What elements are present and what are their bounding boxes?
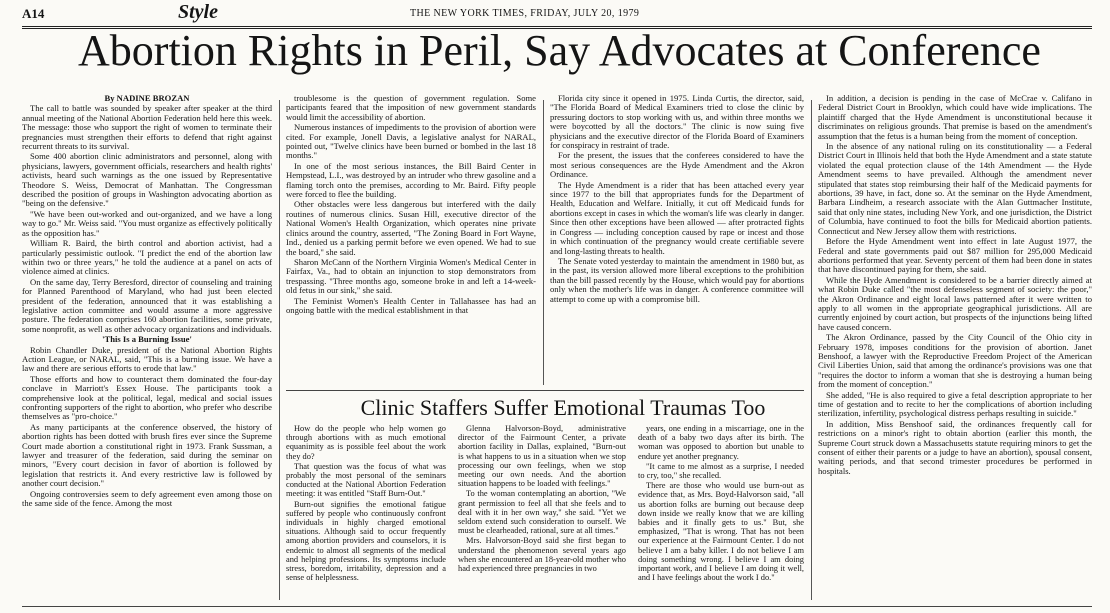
paragraph: In addition, a decision is pending in the case of McCrae v. Califano in Federal District Court in Brooklyn, which could have wide implications. The plaintiff charged that the Hyde Amendment is unconstitutional because it discriminates on religious grounds. That premise is based on the amendment's assumption that the fetus is a human being from the moment of conception. [818, 94, 1092, 141]
paragraph: The Hyde Amendment is a rider that has been attached every year since 1977 to the bill that appropriates funds for the Department of Health, Education and Welfare. Initially, it cut off Medicaid funds for abortions except in cases in which the woman's life was clearly in danger. Since then other exceptions have been allowed — after protracted fights in Congress — including conception caused by rape or incest and those in which continuation of the pregnancy would create certifiable severe and long-lasting threats to health. [550, 179, 804, 256]
column-divider [543, 100, 544, 385]
sidebar-headline: Clinic Staffers Suffer Emotional Traumas Too [360, 395, 766, 420]
page-number: A14 [22, 6, 45, 21]
paragraph: How do the people who help women go through abortions with as much emotional equanimity as is possible feel about the work they do? [286, 424, 446, 461]
page-header [0, 1, 1110, 26]
paragraph: Burn-out signifies the emotional fatigue suffered by people who continuously confront individuals in highly charged emotional situations. Although said to occur frequently among abortion providers and counselors, it is endemic to almost all segments of the medical and helping professions. Its symptoms include stress, boredom, irritability, depression and a sense of helplessness. [286, 499, 446, 583]
paragraph: To the woman contemplating an abortion, "We grant permission to feel all that she feels and to deal with it in her own way," she said. "Yet we seldom extend such consideration to ourself. We must be clearheaded, rational, sure at all times." [458, 489, 626, 536]
article-column-1 [22, 94, 272, 603]
sidebar-top-rule [286, 390, 804, 391]
paragraph: Mrs. Halvorson-Boyd said she first began to understand the phenomenon several years ago when she encountered an 18-year-old mother who had experienced three pregnancies in two [458, 536, 626, 574]
paragraph: Ongoing controversies seem to defy agreement even among those on the same side of the fence. Among the most [22, 488, 272, 509]
paragraph: The call to battle was sounded by speaker after speaker at the third annual meeting of the National Abortion Federation held here this week. The message: those who support the right of women to terminate their pregnancies must strengthen their efforts to defend that right against recurrent threats to its survival. [22, 103, 272, 152]
paragraph: That question was the focus of what was probably the most personal of the seminars conducted at the National Abortion Federation meeting: it was entitled "Staff Burn-Out." [286, 461, 446, 499]
paragraph: Sharon McCann of the Northern Virginia Women's Medical Center in Fairfax, Va., had to obtain an injunction to stop demonstrators from trespassing. "Three months ago, someone broke in and left a 14-week-old fetus in our sink," she said. [286, 256, 536, 296]
sidebar-column-1 [286, 424, 446, 603]
subhead: 'This Is a Burning Issue' [102, 334, 192, 345]
article-column-4 [818, 94, 1092, 603]
paragraph: Before the Hyde Amendment went into effect in late August 1977, the Federal and state governments paid out $87 million for 295,000 Medicaid abortions performed that year. Seventy percent of them had been done in states that have discontinued paying for them, she said. [818, 236, 1092, 275]
bottom-rule [22, 606, 1092, 607]
paragraph: As many participants at the conference observed, the history of abortion rights has been dotted with brush fires ever since the Supreme Court made abortion a constitutional right in 1973. Frank Sussman, a lawyer and treasurer of the federation, said during the seminar on minors, "Every court decision in favor of abortion is followed by legislation that restricts it. And every restrictive law is followed by another court decision." [22, 421, 272, 489]
byline: By NADINE BROZAN [104, 94, 190, 103]
paragraph: The Akron Ordinance, passed by the City Council of the Ohio city in February 1978, imposes conditions for the provision of abortion. Janet Benshoof, a lawyer with the Reproductive Freedom Project of the American Civil Liberties Union, said that among the ordinance's provisions was one that "requires the doctor to inform a woman that she is destroying a human being from the moment of conception." [818, 332, 1092, 390]
column-divider [811, 100, 812, 600]
paragraph: Those efforts and how to counteract them dominated the four-day conclave in Marriott's Essex House. The participants took a comprehensive look at the political, legal, medical and social issues confronting supporters of the right to abortion, who prefer who describe themselves as "pro-choice." [22, 373, 272, 422]
publication-line: THE NEW YORK TIMES, FRIDAY, JULY 20, 1979 [410, 8, 640, 19]
paragraph: Florida city since it opened in 1975. Linda Curtis, the director, said, "The Florida Board of Medical Examiners tried to close the clinic by pressuring doctors to stop working with us, and within three months we were boycotted by all the doctors." The clinic is now suing five physicians and the executive director of the Florida Board of Examiners for conspiracy in restraint of trade. [550, 94, 804, 151]
paragraph: William R. Baird, the birth control and abortion activist, had a particularly pessimistic outlook. "I predict the end of the abortion law within two or three years," he told the audience at a panel on acts of violence aimed at clinics. [22, 238, 272, 277]
paragraph: Robin Chandler Duke, president of the National Abortion Rights Action League, or NARAL, said, "This is a burning issue. We have a law and there are serious efforts to erode that law." [22, 344, 272, 374]
paragraph: In addition, Miss Benshoof said, the ordinances frequently call for restrictions on a minor's right to obtain abortion (earlier this month, the Supreme Court struck down a Massachusetts statute requiring minors to get the consent of either their parents or a judge to have an abortion), spousal consent, waiting periods, and that second trimester procedures be performed in hospitals. [818, 418, 1092, 476]
paragraph: Some 400 abortion clinic administrators and personnel, along with physicians, lawyers, government officials, researchers and health rights' activists, heard such warnings as the one issued by Representative Theodore S. Weiss, Democrat of Manhattan. The Congressman described the position of groups in Washington advocating abortion as "being on the defensive." [22, 151, 272, 209]
paragraph: On the same day, Terry Beresford, director of counseling and training for Planned Parenthood of Maryland, who had just been elected president of the federation, announced that it was establishing a legislative action committee and would assume a more aggressive posture. The federation comprises 160 abortion facilities, some private, some nonprofit, as well as other advocacy organizations and individuals. [22, 276, 272, 334]
main-headline: Abortion Rights in Peril, Say Advocates at Conference [78, 26, 1041, 75]
column-divider [279, 100, 280, 600]
paragraph: While the Hyde Amendment is considered to be a barrier directly aimed at what Robin Duke called "the most defenseless segment of society: the poor," the Akron Ordinance and eight local laws patterned after it were written to apply to all women in the appropriate geographical jurisdictions. All are currently enjoined by court action, but prospects of the injunctions being lifted have caused concern. [818, 274, 1092, 332]
paragraph: The Feminist Women's Health Center in Tallahassee has had an ongoing battle with the medical establishment in that [286, 295, 536, 315]
paragraph: In the absence of any national ruling on its constitutionality — a Federal District Court in Illinois held that both the Hyde Amendment and a state statute violated the equal protection clause of the 14th Amendment — the Hyde Amendment seems to have prevailed. Although the amendment never stipulated that states stop reimbursing their half of the Medicaid payments for abortions, 39 have, in fact, done so. At the seminar on the Hyde Amendment, Barbara Lindheim, a research associate with the Alan Guttmacher Institute, said that only nine states, including New York, and one jurisdiction, the District of Columbia, have continued to foot the bills for Medicaid abortion patients. Connecticut and New Jersey allow them with restrictions. [818, 141, 1092, 236]
paragraph: Glenna Halvorson-Boyd, administrative director of the Fairmount Center, a private abortion facility in Dallas, explained, "Burn-out is what happens to us in a situation when we stop processing our own feelings, when we stop meeting our own needs. And the abortion situation happens to be loaded with feelings." [458, 424, 626, 489]
article-column-2 [286, 94, 536, 384]
paragraph: There are those who would use burn-out as evidence that, as Mrs. Boyd-Halvorson said, "all us abortion folks are burning out because deep down inside we really know that we are killing babies and it finally gets to us." But, she emphasized, "That is wrong. That has not been our experience at the Fairmount Center. I do not believe I am a baby killer. I do not believe I am doing something wrong. I believe I am doing important work, and I believe I am doing it well, and I have feelings about the work I do." [638, 481, 804, 583]
article-column-3 [550, 94, 804, 384]
section-name: Style [178, 1, 218, 23]
paragraph: For the present, the issues that the conferees considered to have the most serious consequences are the Hyde Amendment and the Akron Ordinance. [550, 150, 804, 180]
paragraph: Numerous instances of impediments to the provision of abortion were cited. For example, Jonell Davis, a legislative analyst for NARAL, pointed out, "Twelve clinics have been burned or bombed in the last 18 months." [286, 122, 536, 161]
paragraph: She added, "He is also required to give a fetal description appropriate to her time of gestation and to recite to her the complications of abortion including sterilization, infertility, psychological distress perhaps resulting in suicide." [818, 389, 1092, 419]
paragraph: years, one ending in a miscarriage, one in the death of a baby two days after its birth. The woman was opposed to abortion but unable to endure yet another pregnancy. [638, 424, 804, 461]
sidebar-column-2 [458, 424, 626, 603]
paragraph: "We have been out-worked and out-organized, and we have a long way to go." Mr. Weiss said. "You must organize as effectively politically as the opposition has." [22, 208, 272, 238]
paragraph: The Senate voted yesterday to maintain the amendment in 1980 but, as in the past, its version allowed more liberal exceptions to the prohibition than the bill passed recently by the House, which would pay for abortions only when the mother's life was in danger. A conference committee will attempt to come up with a compromise bill. [550, 255, 804, 304]
paragraph: In one of the most serious instances, the Bill Baird Center in Hempstead, L.I., was destroyed by an intruder who threw gasoline and a flaming torch onto the premises, according to Mr. Baird. Fifty people were forced to flee the building. [286, 160, 536, 200]
paragraph: Other obstacles were less dangerous but interfered with the daily routines of numerous clinics. Susan Hill, executive director of the National Women's Health Organization, which operates nine private clinics around the country, asserted, "The Zoning Board in Fort Wayne, Ind., denied us a parking permit before we even opened. We had to sue the board," she said. [286, 199, 536, 257]
paragraph: "It came to me almost as a surprise, I needed to cry, too," she recalled. [638, 461, 804, 481]
sidebar-column-3 [638, 424, 804, 603]
paragraph: troublesome is the question of government regulation. Some participants feared that the imposition of new government standards would limit the accessibility of abortion. [286, 94, 536, 122]
